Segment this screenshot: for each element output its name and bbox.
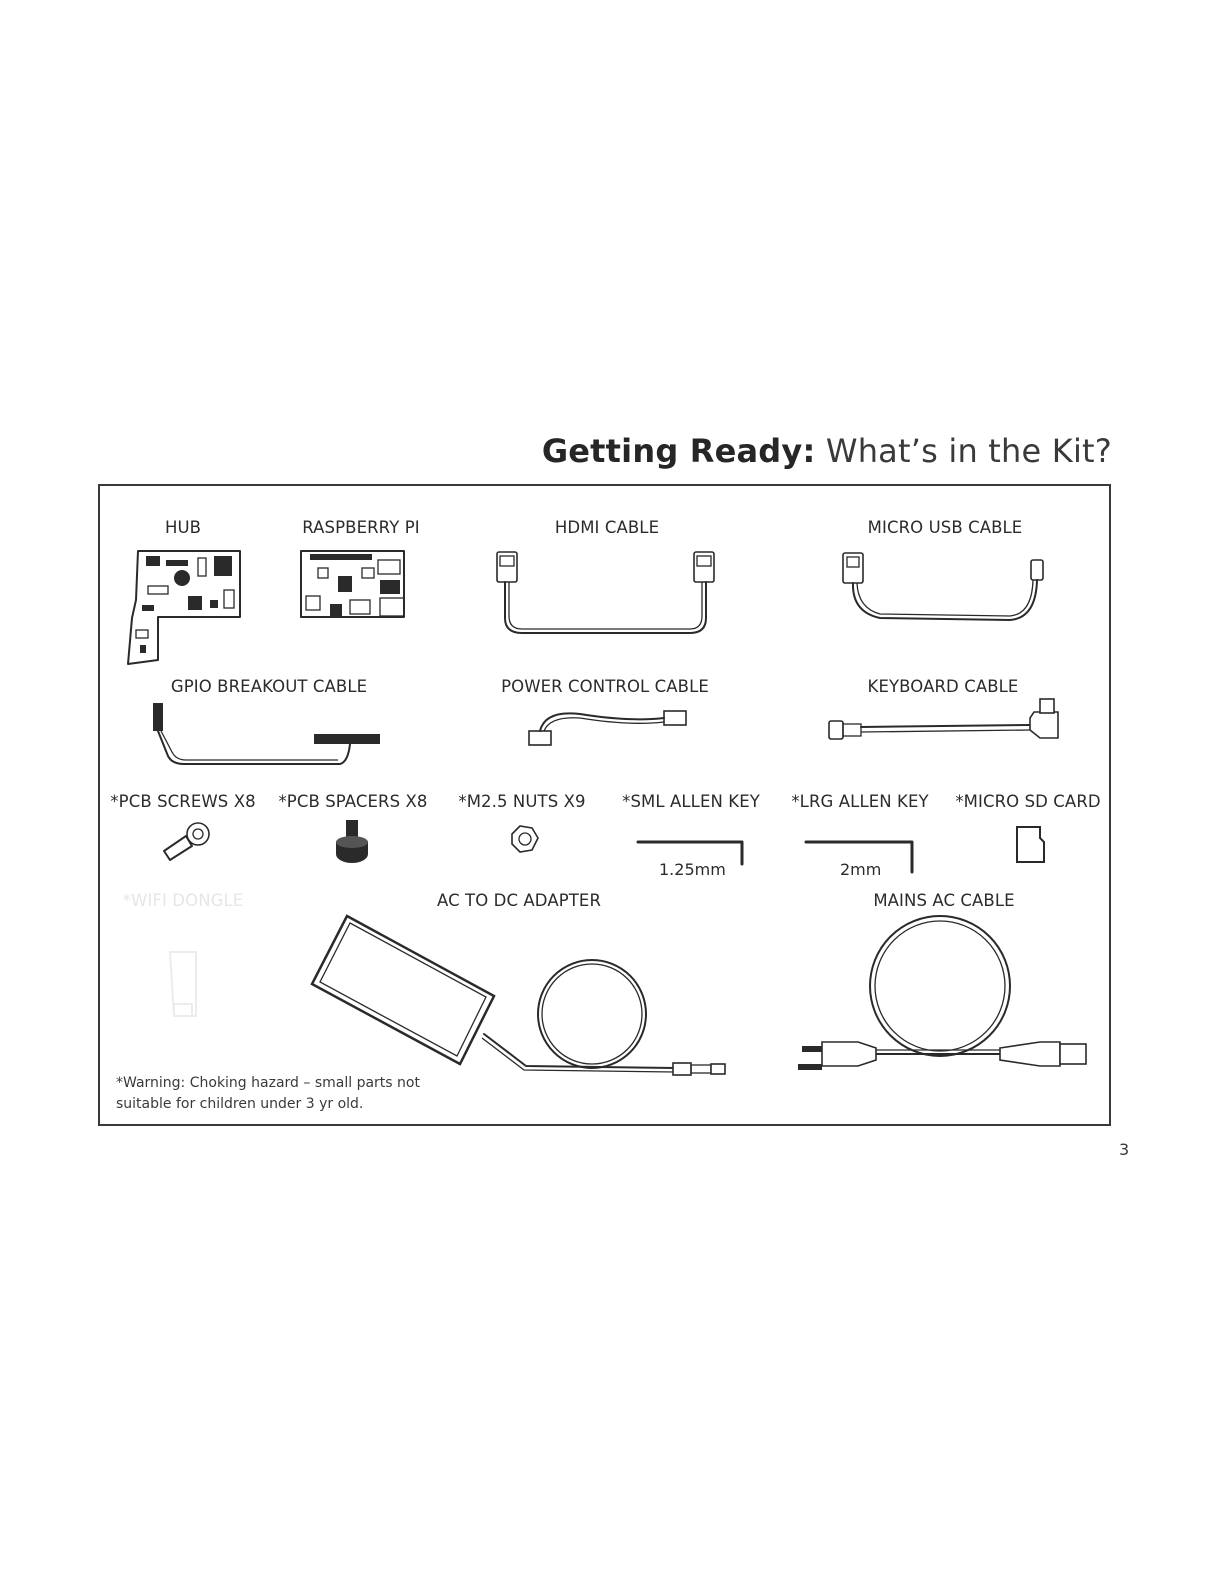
hub-label: HUB — [164, 518, 202, 537]
micro-sd-card-illustration — [1017, 827, 1044, 862]
sml-allen-key-label: *SML ALLEN KEY — [622, 792, 760, 811]
wifi-dongle-illustration — [170, 952, 196, 1016]
gpio-breakout-cable-illustration — [153, 703, 380, 764]
pcb-spacers-label: *PCB SPACERS X8 — [278, 792, 428, 811]
keyboard-cable-illustration — [829, 699, 1058, 739]
ac-dc-adapter-label: AC TO DC ADAPTER — [436, 891, 602, 910]
keyboard-cable-label: KEYBOARD CABLE — [867, 677, 1019, 696]
m25-nuts-label: *M2.5 NUTS X9 — [458, 792, 586, 811]
lrg-allen-key-size: 2mm — [840, 860, 882, 879]
raspberry-pi-label: RASPBERRY PI — [302, 518, 420, 537]
choking-hazard-warning: *Warning: Choking hazard – small parts not suitable for children under 3 yr old. — [116, 1075, 420, 1112]
micro-sd-card-label: *MICRO SD CARD — [955, 792, 1101, 811]
heading-light: What’s in the Kit? — [825, 432, 1112, 470]
mains-ac-cable-illustration — [798, 916, 1086, 1070]
m25-nut-illustration — [512, 826, 538, 852]
micro-usb-cable-label: MICRO USB CABLE — [867, 518, 1023, 537]
pcb-spacer-illustration — [336, 820, 368, 863]
heading-bold: Getting Ready: — [541, 432, 816, 470]
hdmi-cable-illustration — [497, 552, 714, 633]
ac-dc-adapter-illustration — [312, 916, 725, 1075]
gpio-breakout-cable-label: GPIO BREAKOUT CABLE — [170, 677, 368, 696]
hdmi-cable-label: HDMI CABLE — [554, 518, 660, 537]
power-control-cable-illustration — [529, 711, 686, 745]
micro-usb-cable-illustration — [843, 553, 1043, 620]
mains-ac-cable-label: MAINS AC CABLE — [873, 891, 1015, 910]
pcb-screws-label: *PCB SCREWS X8 — [110, 792, 256, 811]
page-number: 3 — [1119, 1140, 1130, 1159]
wifi-dongle-label: *WIFI DONGLE — [122, 891, 244, 910]
power-control-cable-label: POWER CONTROL CABLE — [501, 677, 709, 696]
sml-allen-key-size: 1.25mm — [659, 860, 726, 879]
raspberry-pi-illustration — [301, 551, 404, 617]
hub-board-illustration — [128, 551, 240, 664]
lrg-allen-key-label: *LRG ALLEN KEY — [791, 792, 929, 811]
pcb-screw-illustration — [164, 823, 209, 860]
